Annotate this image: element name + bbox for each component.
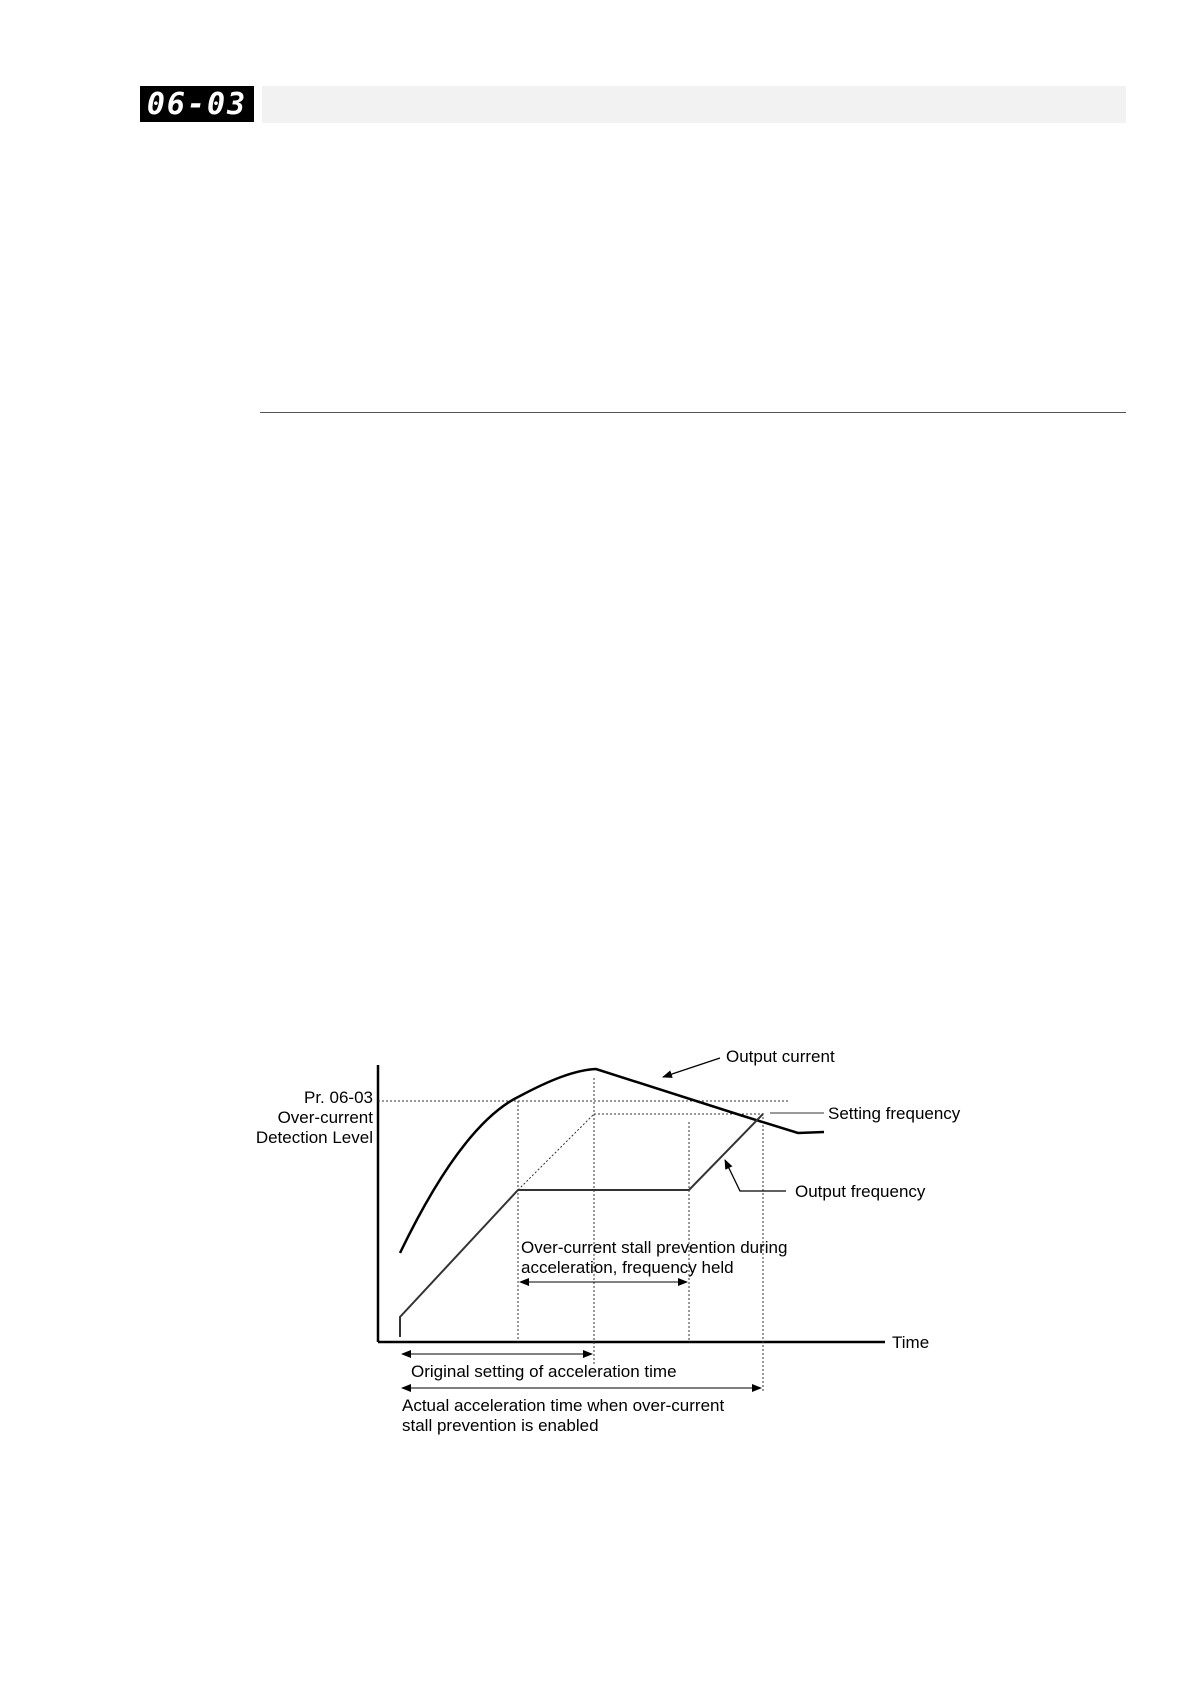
level-label-line2: Over-current	[277, 1108, 373, 1127]
stall-label-line2: acceleration, frequency held	[521, 1258, 734, 1277]
actual-accel-line2: stall prevention is enabled	[402, 1416, 599, 1435]
output-current-label: Output current	[726, 1047, 835, 1066]
time-axis-label: Time	[892, 1333, 930, 1352]
actual-accel-line1: Actual acceleration time when over-current	[402, 1396, 725, 1415]
stall-label-line1: Over-current stall prevention during	[521, 1238, 788, 1257]
level-label-line1: Pr. 06-03	[304, 1088, 373, 1107]
parameter-code: 06-03	[146, 86, 248, 122]
output-frequency-arrow	[725, 1160, 786, 1191]
output-current-arrow	[663, 1058, 720, 1077]
original-accel-ramp	[518, 1114, 594, 1190]
output-frequency-label: Output frequency	[795, 1182, 926, 1201]
level-label-line3: Detection Level	[255, 1128, 373, 1147]
setting-frequency-label: Setting frequency	[828, 1104, 961, 1123]
original-accel-label: Original setting of acceleration time	[411, 1362, 677, 1381]
output-frequency-line	[400, 1114, 763, 1337]
output-current-curve	[400, 1069, 824, 1253]
